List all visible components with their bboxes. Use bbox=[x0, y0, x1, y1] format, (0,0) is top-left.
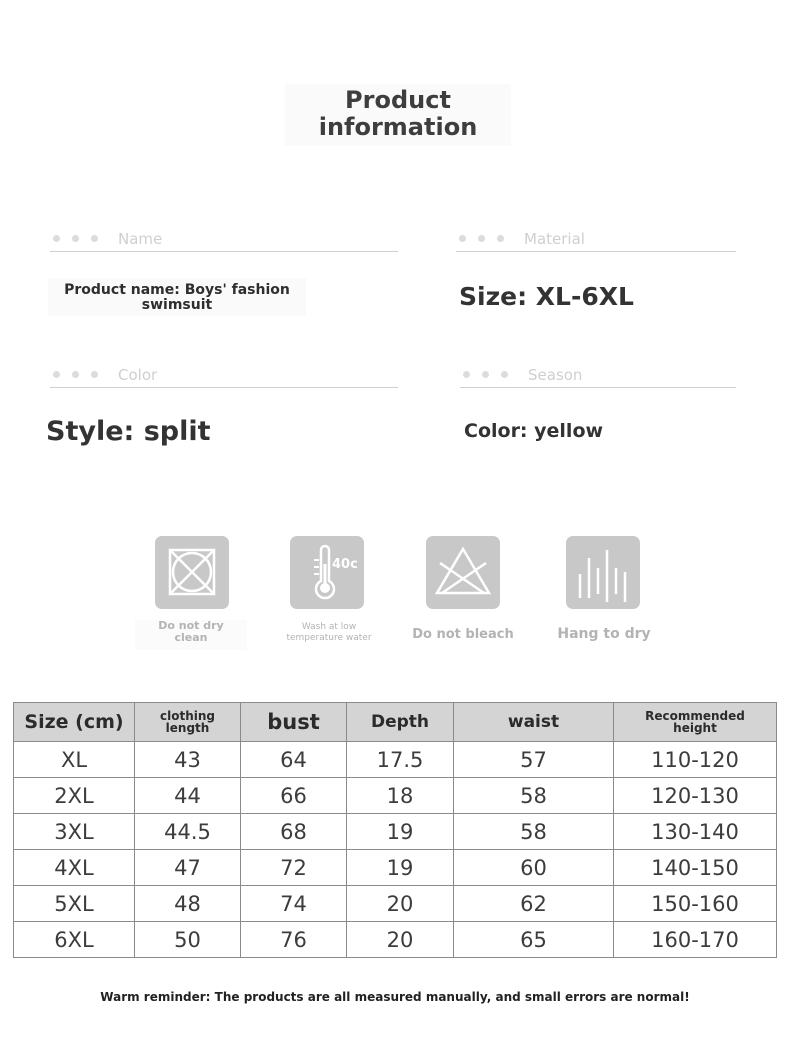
cell-waist: 58 bbox=[454, 814, 614, 850]
cell-height: 140-150 bbox=[614, 850, 777, 886]
header-clothing-length bbox=[135, 703, 241, 742]
cell-size: 3XL bbox=[14, 814, 135, 850]
cell-bust: 64 bbox=[241, 742, 347, 778]
cell-size: XL bbox=[14, 742, 135, 778]
care-caption-wash bbox=[272, 622, 386, 644]
thermometer-40c-icon bbox=[290, 536, 364, 609]
cell-depth: 20 bbox=[347, 886, 454, 922]
season-label: Season bbox=[528, 365, 583, 384]
do-not-bleach-icon bbox=[426, 536, 500, 609]
table-row bbox=[14, 778, 777, 814]
size-table bbox=[13, 702, 777, 958]
size-table-header bbox=[14, 703, 777, 742]
product-name-box bbox=[48, 278, 306, 316]
cell-height: 110-120 bbox=[614, 742, 777, 778]
table-row bbox=[14, 922, 777, 958]
product-name-line-1: Product name: Boys' fashion bbox=[64, 282, 290, 298]
cell-length: 50 bbox=[135, 922, 241, 958]
cell-size: 4XL bbox=[14, 850, 135, 886]
product-name-line-2: swimsuit bbox=[141, 297, 213, 313]
table-row bbox=[14, 814, 777, 850]
dots-decoration bbox=[459, 235, 504, 242]
cell-waist: 57 bbox=[454, 742, 614, 778]
cell-depth: 20 bbox=[347, 922, 454, 958]
header-waist: waist bbox=[454, 703, 614, 742]
warm-reminder: Warm reminder: The products are all measured manually, and small errors are normal! bbox=[100, 990, 690, 1004]
color-value: Color: yellow bbox=[464, 420, 604, 442]
care-caption-line: temperature water bbox=[286, 633, 372, 643]
hang-to-dry-icon bbox=[566, 536, 640, 609]
care-caption-line: Wash at low bbox=[301, 622, 357, 632]
header-bust: bust bbox=[241, 703, 347, 742]
cell-length: 44.5 bbox=[135, 814, 241, 850]
cell-depth: 19 bbox=[347, 850, 454, 886]
style-value: Style: split bbox=[46, 416, 211, 447]
cell-length: 44 bbox=[135, 778, 241, 814]
dots-decoration bbox=[53, 235, 98, 242]
care-caption-bleach bbox=[400, 627, 526, 642]
cell-size: 6XL bbox=[14, 922, 135, 958]
cell-length: 48 bbox=[135, 886, 241, 922]
cell-bust: 68 bbox=[241, 814, 347, 850]
cell-bust: 74 bbox=[241, 886, 347, 922]
table-row bbox=[14, 742, 777, 778]
material-label: Material bbox=[524, 229, 585, 248]
header-size: Size (cm) bbox=[14, 703, 135, 742]
care-caption-line: Do not dry bbox=[158, 619, 224, 632]
header-line: clothing bbox=[160, 709, 215, 723]
care-caption-line: clean bbox=[174, 631, 208, 644]
dots-decoration bbox=[463, 371, 508, 378]
do-not-dry-clean-icon bbox=[155, 536, 229, 609]
temperature-badge: 40c bbox=[332, 557, 358, 572]
header-line: Recommended bbox=[645, 709, 745, 723]
cell-waist: 58 bbox=[454, 778, 614, 814]
header-depth: Depth bbox=[347, 703, 454, 742]
page-title bbox=[285, 84, 511, 146]
color-field-header bbox=[50, 362, 398, 388]
cell-size: 5XL bbox=[14, 886, 135, 922]
cell-length: 47 bbox=[135, 850, 241, 886]
title-line-1: Product bbox=[345, 86, 451, 114]
name-field-header bbox=[50, 226, 398, 252]
cell-waist: 60 bbox=[454, 850, 614, 886]
care-caption-line: Hang to dry bbox=[557, 626, 651, 642]
cell-depth: 18 bbox=[347, 778, 454, 814]
care-caption-dry-clean bbox=[135, 620, 247, 650]
care-caption-line: Do not bleach bbox=[412, 627, 514, 642]
dots-decoration bbox=[53, 371, 98, 378]
name-label: Name bbox=[118, 229, 163, 248]
cell-length: 43 bbox=[135, 742, 241, 778]
cell-bust: 66 bbox=[241, 778, 347, 814]
cell-height: 130-140 bbox=[614, 814, 777, 850]
header-line: length bbox=[165, 721, 210, 735]
header-recommended-height bbox=[614, 703, 777, 742]
cell-height: 150-160 bbox=[614, 886, 777, 922]
title-line-2: information bbox=[318, 113, 478, 141]
header-line: height bbox=[673, 721, 717, 735]
cell-waist: 65 bbox=[454, 922, 614, 958]
cell-depth: 19 bbox=[347, 814, 454, 850]
season-field-header bbox=[460, 362, 736, 388]
cell-depth: 17.5 bbox=[347, 742, 454, 778]
care-caption-hang bbox=[545, 626, 663, 642]
table-row bbox=[14, 850, 777, 886]
color-label: Color bbox=[118, 365, 158, 384]
cell-bust: 72 bbox=[241, 850, 347, 886]
cell-bust: 76 bbox=[241, 922, 347, 958]
material-field-header bbox=[456, 226, 736, 252]
cell-waist: 62 bbox=[454, 886, 614, 922]
cell-height: 160-170 bbox=[614, 922, 777, 958]
cell-height: 120-130 bbox=[614, 778, 777, 814]
table-row bbox=[14, 886, 777, 922]
cell-size: 2XL bbox=[14, 778, 135, 814]
size-value: Size: XL-6XL bbox=[459, 282, 634, 311]
